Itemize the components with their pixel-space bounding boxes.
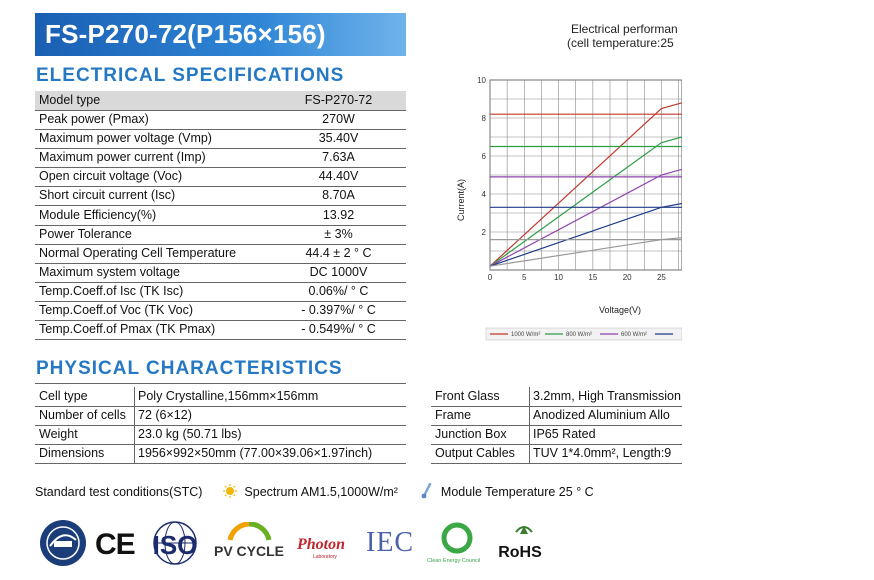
spec-label: Open circuit voltage (Voc) [39, 169, 183, 184]
spec-row [35, 167, 406, 187]
stc-label: Standard test conditions(STC) [35, 485, 203, 499]
spec-value: 13.92 [322, 207, 355, 222]
spec-label: Maximum power current (Imp) [39, 150, 206, 165]
electrical-specifications-title: ELECTRICAL SPECIFICATIONS [36, 65, 345, 86]
spec-row [35, 148, 406, 168]
spec-row [35, 129, 406, 149]
svg-text:ISO: ISO [152, 530, 198, 560]
svg-text:RoHS: RoHS [498, 544, 542, 561]
row-value: 1956×992×50mm (77.00×39.06×1.97inch) [138, 446, 373, 461]
x-tick-label: 0 [487, 273, 493, 282]
spec-label: Peak power (Pmax) [39, 112, 149, 126]
table-row [431, 387, 682, 407]
spec-row [35, 301, 406, 321]
spec-value: ± 3% [324, 226, 353, 241]
row-value: 72 (6×12) [138, 408, 192, 423]
x-tick-labels [488, 273, 667, 282]
spec-row [35, 110, 406, 130]
title-banner [35, 13, 406, 56]
column-divider [134, 387, 135, 406]
photon-subtext: Laboratory [313, 554, 337, 560]
x-tick-label: 5 [522, 273, 527, 282]
stc-spectrum: Spectrum AM1.5,1000W/m² [244, 485, 398, 499]
table-row [35, 406, 406, 426]
svg-text:PV CYCLE: PV CYCLE [213, 543, 285, 559]
spec-value: 35.40V [318, 131, 359, 146]
row-label: Output Cables [435, 446, 515, 461]
spec-label: Module Efficiency(%) [39, 207, 157, 222]
column-divider [134, 406, 135, 425]
spec-header-row [35, 91, 406, 111]
page-title: FS-P270-72(P156×156) [45, 19, 326, 49]
spec-value: - 0.397%/ ° C [301, 303, 376, 317]
spec-value: 8.70A [322, 188, 355, 203]
clean-energy-text: Clean Energy Council [427, 558, 481, 564]
spec-label: Power Tolerance [39, 226, 132, 241]
iv-curve-chart [450, 70, 682, 345]
column-divider [529, 425, 530, 444]
spec-label: Normal Operating Cell Temperature [39, 245, 237, 260]
sun-icon [222, 484, 238, 498]
y-tick-label: 8 [481, 114, 486, 123]
row-label: Number of cells [39, 408, 126, 423]
stc-line [35, 483, 594, 499]
spec-row [35, 225, 406, 245]
x-tick-label: 10 [554, 273, 564, 282]
x-tick-label: 20 [622, 273, 632, 282]
divider [35, 383, 406, 384]
spec-row [35, 263, 406, 283]
spec-value: 270W [322, 112, 355, 126]
column-divider [529, 444, 530, 463]
spec-label: Temp.Coeff.of Isc (TK Isc) [39, 283, 184, 298]
legend-entry: 600 W/m² [621, 332, 648, 338]
spec-row [35, 206, 406, 226]
row-value: Anodized Aluminium Allo [533, 408, 670, 423]
pv-cycle-logo [212, 522, 287, 568]
table-row [35, 444, 406, 464]
row-value: Poly Crystalline,156mm×156mm [138, 389, 319, 403]
iso-logo [147, 520, 203, 566]
clean-energy-council-logo [425, 520, 489, 570]
table-row [431, 406, 682, 426]
column-divider [134, 425, 135, 444]
y-axis-label: Current(A) [456, 178, 466, 222]
spec-value: FS-P270-72 [304, 93, 373, 107]
spec-label: Short circuit current (Isc) [39, 188, 176, 203]
spec-label: Temp.Coeff.of Voc (TK Voc) [39, 303, 194, 317]
rohs-logo [494, 524, 554, 564]
spec-label: Model type [39, 93, 101, 107]
row-label: Front Glass [435, 389, 500, 403]
row-value: 3.2mm, High Transmission [533, 389, 681, 403]
spec-value: 44.4 ± 2 ° C [305, 245, 372, 260]
ce-logo: CE [95, 528, 135, 561]
spec-row [35, 320, 406, 340]
spec-label: Temp.Coeff.of Pmax (TK Pmax) [39, 322, 216, 337]
spec-row [35, 244, 406, 264]
spec-row [35, 186, 406, 206]
table-row [35, 425, 406, 445]
chart-grid [490, 80, 682, 270]
column-divider [529, 387, 530, 406]
y-tick-label: 4 [481, 190, 486, 199]
x-axis-label: Voltage(V) [598, 305, 642, 315]
thermometer-icon [421, 483, 433, 499]
spec-value: DC 1000V [309, 264, 368, 279]
table-row [431, 444, 682, 464]
spec-value: 0.06%/ ° C [308, 283, 369, 298]
spec-value: 7.63A [322, 150, 355, 165]
chart-title-line2: (cell temperature:25 [567, 36, 674, 50]
physical-characteristics-title: PHYSICAL CHARACTERISTICS [36, 358, 343, 379]
spec-label: Maximum power voltage (Vmp) [39, 131, 212, 146]
y-tick-label: 6 [481, 152, 486, 161]
row-label: Cell type [39, 389, 88, 403]
y-tick-label: 2 [481, 228, 486, 237]
spec-label: Maximum system voltage [39, 264, 181, 279]
column-divider [134, 444, 135, 463]
table-row [35, 387, 406, 407]
iec-logo: IEC [366, 527, 415, 558]
x-tick-label: 25 [656, 273, 666, 282]
tuv-logo [38, 518, 88, 568]
chart-title-line1: Electrical performan [571, 22, 678, 36]
row-label: Weight [39, 427, 78, 442]
spec-value: 44.40V [318, 169, 359, 184]
legend-entry: 1000 W/m² [511, 332, 541, 338]
legend-entry: 800 W/m² [566, 332, 593, 338]
photon-text: Photon [297, 536, 346, 553]
chart-legend [486, 328, 682, 340]
spec-value: - 0.549%/ ° C [301, 322, 376, 337]
y-tick-label: 10 [477, 76, 486, 85]
x-tick-label: 15 [588, 273, 598, 282]
row-value: IP65 Rated [533, 427, 596, 442]
spec-row [35, 282, 406, 302]
row-label: Dimensions [39, 446, 105, 461]
row-label: Frame [435, 408, 472, 423]
row-label: Junction Box [435, 427, 507, 442]
row-value: TUV 1*4.0mm², Length:9 [533, 446, 672, 461]
table-row [431, 425, 682, 445]
photon-logo [297, 536, 345, 560]
column-divider [529, 406, 530, 425]
row-value: 23.0 kg (50.71 lbs) [138, 427, 242, 442]
y-tick-labels [477, 76, 486, 237]
stc-module-temp: Module Temperature 25 ° C [440, 485, 594, 499]
